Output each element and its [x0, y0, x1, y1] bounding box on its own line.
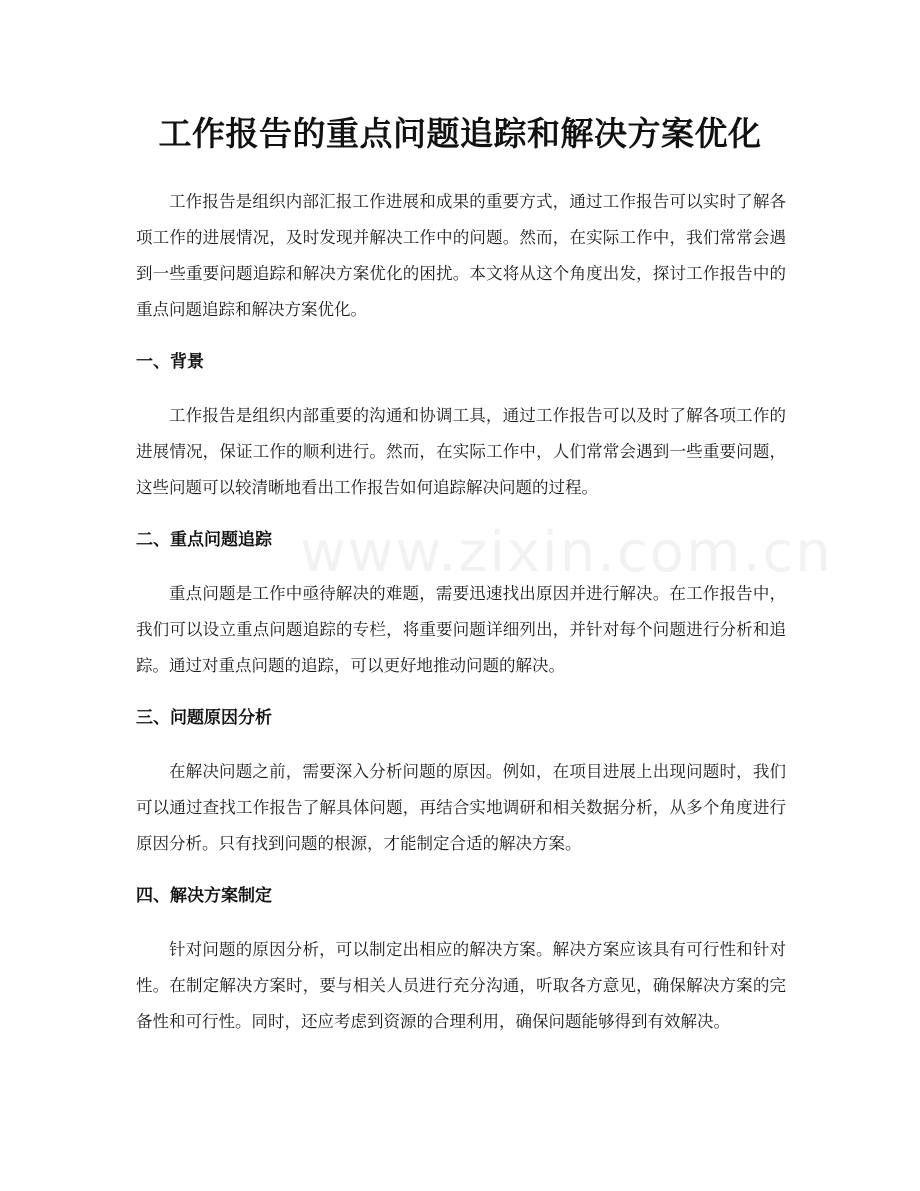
watermark: www.zixin.com.cn [300, 520, 833, 585]
section-key-issue-tracking [136, 522, 786, 684]
section-paragraph: 重点问题是工作中亟待解决的难题，需要迅速找出原因并进行解决。在工作报告中，我们可以设立重点问题追踪的专栏，将重要问题详细列出，并针对每个问题进行分析和追踪。通过对重点问题的追踪，可以更好地推动问题的解决。 [136, 584, 786, 675]
intro-paragraph: 工作报告是组织内部汇报工作进展和成果的重要方式，通过工作报告可以实时了解各项工作的进展情况，及时发现并解决工作中的问题。然而，在实际工作中，我们常常会遇到一些重要问题追踪和解决方案优化的困扰。本文将从这个角度出发，探讨工作报告中的重点问题追踪和解决方案优化。 [136, 192, 786, 319]
section-heading: 四、解决方案制定 [136, 886, 272, 906]
section-cause-analysis [136, 700, 786, 862]
section-heading: 二、重点问题追踪 [136, 530, 272, 550]
section-heading: 三、问题原因分析 [136, 708, 272, 728]
section-paragraph: 在解决问题之前，需要深入分析问题的原因。例如，在项目进展上出现问题时，我们可以通过查找工作报告了解具体问题，再结合实地调研和相关数据分析，从多个角度进行原因分析。只有找到问题的根源，才能制定合适的解决方案。 [136, 762, 786, 853]
section-heading: 一、背景 [136, 352, 204, 372]
document-title: 工作报告的重点问题追踪和解决方案优化 [158, 114, 762, 153]
section-paragraph: 工作报告是组织内部重要的沟通和协调工具，通过工作报告可以及时了解各项工作的进展情况，保证工作的顺利进行。然而，在实际工作中，人们常常会遇到一些重要问题，这些问题可以较清晰地看出工作报告如何追踪解决问题的过程。 [136, 406, 786, 497]
section-paragraph: 针对问题的原因分析，可以制定出相应的解决方案。解决方案应该具有可行性和针对性。在制定解决方案时，要与相关人员进行充分沟通，听取各方意见，确保解决方案的完备性和可行性。同时，还应考虑到资源的合理利用，确保问题能够得到有效解决。 [136, 940, 786, 1031]
section-background [136, 344, 786, 506]
section-solution-formulation [136, 878, 786, 1040]
document-body [136, 184, 786, 1040]
